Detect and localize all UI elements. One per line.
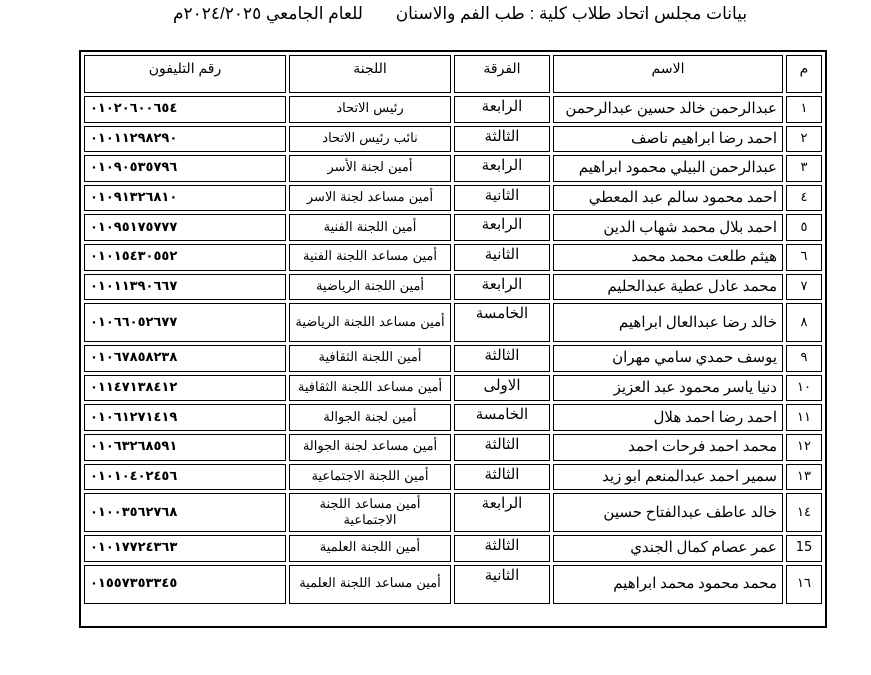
row-name: عبدالرحمن البيلي محمود ابراهيم — [553, 155, 783, 182]
row-year: الثالثة — [454, 434, 550, 461]
header-committee: اللجنة — [289, 55, 451, 93]
row-phone: ٠١٠٩٠٥٣٥٧٩٦ — [84, 155, 286, 182]
row-phone: ٠١٠١٥٤٣٠٥٥٢ — [84, 244, 286, 271]
document-title — [150, 4, 770, 24]
table-row — [84, 244, 822, 271]
row-year: الرابعة — [454, 274, 550, 301]
table-row — [84, 214, 822, 241]
header-num: م — [786, 55, 822, 93]
table-row — [84, 434, 822, 461]
row-name: عمر عصام كمال الجندي — [553, 535, 783, 562]
table-row — [84, 303, 822, 342]
table-row — [84, 375, 822, 402]
row-phone: ٠١٠٩١٣٢٦٨١٠ — [84, 185, 286, 212]
table-row — [84, 185, 822, 212]
row-number: ٤ — [786, 185, 822, 212]
row-phone: ٠١٠٦٧٨٥٨٢٣٨ — [84, 345, 286, 372]
table-row — [84, 464, 822, 491]
row-name: دنيا ياسر محمود عبد العزيز — [553, 375, 783, 402]
row-phone: ٠١٠٩٥١٧٥٧٧٧ — [84, 214, 286, 241]
row-name: احمد محمود سالم عبد المعطي — [553, 185, 783, 212]
row-year: الخامسة — [454, 303, 550, 342]
academic-year: للعام الجامعي ٢٠٢٤/٢٠٢٥م — [172, 4, 363, 23]
row-number: ١٣ — [786, 464, 822, 491]
row-year: الثانية — [454, 244, 550, 271]
row-committee: أمين مساعد اللجنة الفنية — [289, 244, 451, 271]
row-name: احمد رضا احمد هلال — [553, 404, 783, 431]
header-year: الفرقة — [454, 55, 550, 93]
row-year: الاولى — [454, 375, 550, 402]
row-phone: ٠١١٤٧١٣٨٤١٢ — [84, 375, 286, 402]
row-name: خالد عاطف عبدالفتاح حسين — [553, 493, 783, 532]
row-year: الثانية — [454, 565, 550, 604]
row-name: محمد محمود محمد ابراهيم — [553, 565, 783, 604]
row-number: ١٦ — [786, 565, 822, 604]
row-committee: أمين مساعد لجنة الجوالة — [289, 434, 451, 461]
row-committee: أمين اللجنة العلمية — [289, 535, 451, 562]
table-row — [84, 345, 822, 372]
row-year: الرابعة — [454, 155, 550, 182]
row-committee: أمين مساعد اللجنة الرياضية — [289, 303, 451, 342]
row-committee: أمين مساعد لجنة الاسر — [289, 185, 451, 212]
row-name: محمد عادل عطية عبدالحليم — [553, 274, 783, 301]
row-number: ١٠ — [786, 375, 822, 402]
row-committee: أمين لجنة الجوالة — [289, 404, 451, 431]
row-phone: ٠١٠٠٣٥٦٢٧٦٨ — [84, 493, 286, 532]
row-phone: ٠١٠١١٢٩٨٢٩٠ — [84, 126, 286, 153]
table-row — [84, 565, 822, 604]
table-row — [84, 404, 822, 431]
row-year: الرابعة — [454, 493, 550, 532]
row-name: خالد رضا عبدالعال ابراهيم — [553, 303, 783, 342]
row-committee: أمين مساعد اللجنة الاجتماعية — [289, 493, 451, 532]
row-number: ١٤ — [786, 493, 822, 532]
row-number: ١١ — [786, 404, 822, 431]
table-row — [84, 535, 822, 562]
student-council-table — [81, 52, 825, 607]
row-committee: أمين اللجنة الرياضية — [289, 274, 451, 301]
row-name: احمد رضا ابراهيم ناصف — [553, 126, 783, 153]
row-phone: ٠١٠١٧٧٢٤٣٦٣ — [84, 535, 286, 562]
row-committee: أمين لجنة الأسر — [289, 155, 451, 182]
header-phone: رقم التليفون — [84, 55, 286, 93]
row-number: ٨ — [786, 303, 822, 342]
row-phone: ٠١٠١٠٤٠٢٤٥٦ — [84, 464, 286, 491]
row-name: هيثم طلعت محمد محمد — [553, 244, 783, 271]
row-name: سمير احمد عبدالمنعم ابو زيد — [553, 464, 783, 491]
row-committee: نائب رئيس الاتحاد — [289, 126, 451, 153]
table-row — [84, 274, 822, 301]
title-text: بيانات مجلس اتحاد طلاب كلية : طب الفم والاسنان — [395, 4, 748, 23]
table-row — [84, 126, 822, 153]
row-year: الثالثة — [454, 126, 550, 153]
row-phone: ٠١٠٢٠٦٠٠٦٥٤ — [84, 96, 286, 123]
row-phone: ٠١٠١١٣٩٠٦٦٧ — [84, 274, 286, 301]
row-number: ٥ — [786, 214, 822, 241]
row-year: الثانية — [454, 185, 550, 212]
header-name: الاسم — [553, 55, 783, 93]
row-committee: أمين اللجنة الثقافية — [289, 345, 451, 372]
row-name: محمد احمد فرحات احمد — [553, 434, 783, 461]
table-row — [84, 96, 822, 123]
row-name: يوسف حمدي سامي مهران — [553, 345, 783, 372]
row-phone: ٠١٥٥٧٣٥٣٣٤٥ — [84, 565, 286, 604]
row-number: ٧ — [786, 274, 822, 301]
row-number: ٣ — [786, 155, 822, 182]
row-year: الرابعة — [454, 96, 550, 123]
row-year: الثالثة — [454, 345, 550, 372]
row-year: الثالثة — [454, 464, 550, 491]
row-committee: أمين اللجنة الفنية — [289, 214, 451, 241]
row-committee: أمين اللجنة الاجتماعية — [289, 464, 451, 491]
row-number: ٢ — [786, 126, 822, 153]
row-committee: أمين مساعد اللجنة العلمية — [289, 565, 451, 604]
row-committee: رئيس الاتحاد — [289, 96, 451, 123]
row-phone: ٠١٠٦٣٢٦٨٥٩١ — [84, 434, 286, 461]
row-number: ١ — [786, 96, 822, 123]
row-number: ٩ — [786, 345, 822, 372]
table-row — [84, 493, 822, 532]
row-year: الرابعة — [454, 214, 550, 241]
row-name: احمد بلال محمد شهاب الدين — [553, 214, 783, 241]
row-phone: ٠١٠٦١٢٧١٤١٩ — [84, 404, 286, 431]
row-number: ١٢ — [786, 434, 822, 461]
row-committee: أمين مساعد اللجنة الثقافية — [289, 375, 451, 402]
row-number: ٦ — [786, 244, 822, 271]
row-number: 15 — [786, 535, 822, 562]
table-row — [84, 155, 822, 182]
row-year: الخامسة — [454, 404, 550, 431]
row-year: الثالثة — [454, 535, 550, 562]
table-header-row — [84, 55, 822, 93]
row-name: عبدالرحمن خالد حسين عبدالرحمن — [553, 96, 783, 123]
row-phone: ٠١٠٦٦٠٥٢٦٧٧ — [84, 303, 286, 342]
